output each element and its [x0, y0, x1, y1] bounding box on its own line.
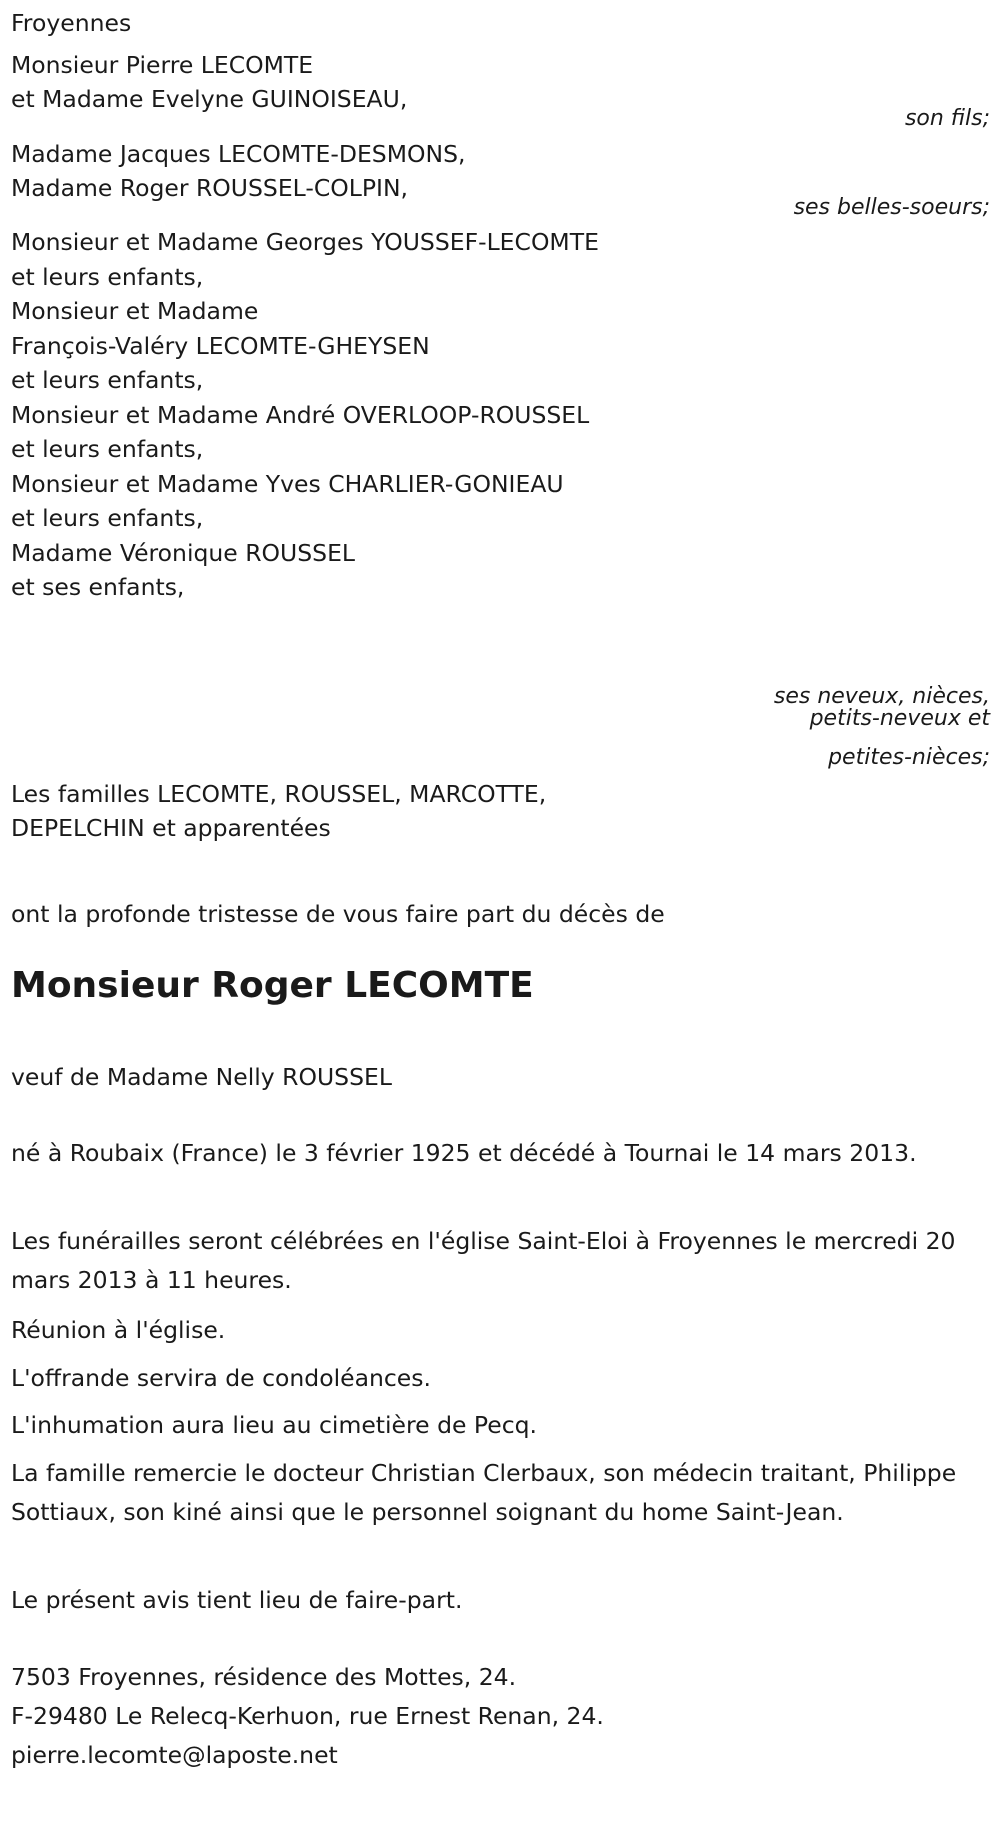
- notice-text: Le présent avis tient lieu de faire-part.: [11, 1586, 463, 1614]
- nephews-role-1: ses neveux, nièces,: [773, 684, 990, 709]
- son-role: son fils;: [904, 106, 990, 131]
- sister-in-law-line: Madame Jacques LECOMTE-DESMONS,: [11, 140, 466, 168]
- nephew-line: et leurs enfants,: [11, 504, 204, 532]
- nephew-line: Monsieur et Madame Georges YOUSSEF-LECOMTE: [11, 228, 599, 256]
- son-couple-line: et Madame Evelyne GUINOISEAU,: [11, 85, 408, 113]
- son-couple-line: Monsieur Pierre LECOMTE: [11, 51, 314, 79]
- sisters-in-law-role: ses belles-soeurs;: [793, 195, 990, 220]
- families-line: Les familles LECOMTE, ROUSSEL, MARCOTTE,: [11, 780, 547, 808]
- nephew-line: François-Valéry LECOMTE-GHEYSEN: [11, 331, 430, 360]
- sister-in-law-line: Madame Roger ROUSSEL-COLPIN,: [11, 174, 408, 202]
- nephew-line: Madame Véronique ROUSSEL: [11, 538, 356, 567]
- addresses: [11, 1657, 604, 1774]
- thanks-text: La famille remercie le docteur Christian Clerbaux, son médecin traitant, Philippe Sottiaux, son kiné ainsi que le personnel soignant du home Saint-Jean.: [11, 1459, 957, 1526]
- nephews-role-3: petites-nièces;: [828, 745, 990, 770]
- email-link[interactable]: pierre.lecomte@laposte.net: [11, 1741, 338, 1769]
- son-couple: [11, 45, 407, 113]
- nephew-line: et leurs enfants,: [11, 262, 204, 291]
- families-line: DEPELCHIN et apparentées: [11, 814, 331, 842]
- place-text: Froyennes: [11, 9, 132, 37]
- sisters-in-law: [11, 134, 465, 202]
- nephew-line: Monsieur et Madame Yves CHARLIER-GONIEAU: [11, 469, 564, 498]
- born-died-text: né à Roubaix (France) le 3 février 1925 et décédé à Tournai le 14 mars 2013.: [11, 1139, 917, 1167]
- deceased-name: Monsieur Roger LECOMTE: [11, 965, 534, 1006]
- burial-text: L'inhumation aura lieu au cimetière de Pecq.: [11, 1411, 538, 1439]
- offering-text: L'offrande servira de condoléances.: [11, 1364, 431, 1392]
- nephew-line: et leurs enfants,: [11, 366, 204, 394]
- funeral-text: Les funérailles seront célébrées en l'église Saint-Eloi à Froyennes le mercredi 20 mars 2013 à 11 heures.: [11, 1227, 956, 1294]
- nephews-role-2: petits-neveux et: [809, 706, 990, 731]
- nephew-line: Monsieur et Madame: [11, 297, 259, 325]
- widower-text: veuf de Madame Nelly ROUSSEL: [11, 1063, 392, 1091]
- families: [11, 774, 546, 842]
- nephew-line: Monsieur et Madame André OVERLOOP-ROUSSEL: [11, 400, 590, 429]
- nephews-list: [11, 222, 599, 602]
- meeting-text: Réunion à l'église.: [11, 1316, 226, 1344]
- nephew-line: et leurs enfants,: [11, 435, 204, 463]
- address-line: 7503 Froyennes, résidence des Mottes, 24.: [11, 1663, 517, 1691]
- announcement-text: ont la profonde tristesse de vous faire part du décès de: [11, 900, 665, 928]
- nephew-line: et ses enfants,: [11, 573, 185, 601]
- address-line: F-29480 Le Relecq-Kerhuon, rue Ernest Renan, 24.: [11, 1702, 604, 1730]
